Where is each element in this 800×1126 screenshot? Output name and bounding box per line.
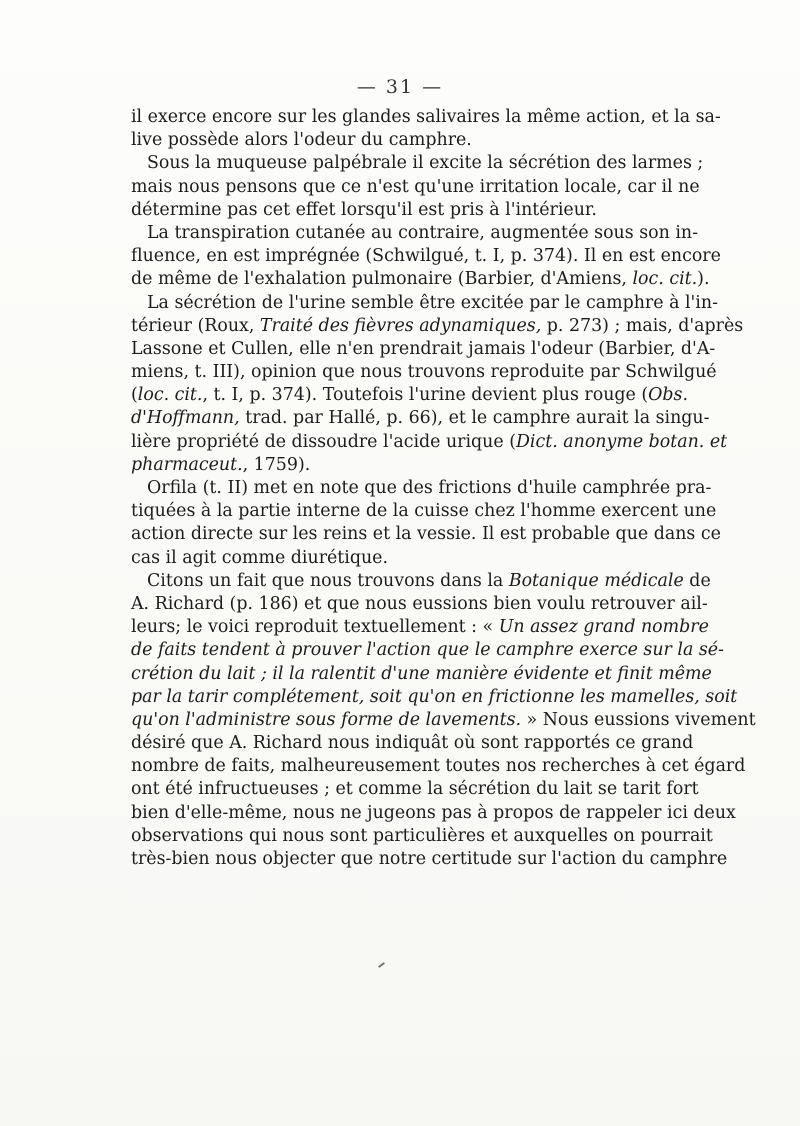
- text-line: [131, 848, 728, 871]
- text-line: [131, 199, 685, 222]
- text-line: [131, 129, 685, 152]
- text-line: [131, 709, 756, 732]
- text-line: [131, 523, 721, 546]
- text-line: [131, 176, 700, 199]
- text-run: de: [683, 570, 711, 591]
- text-line: [131, 593, 708, 616]
- text-line: [131, 431, 728, 454]
- text-line: [131, 222, 698, 245]
- text-run: cas il agit comme diurétique.: [131, 547, 389, 568]
- text-run: p. 273) ; mais, d'après: [541, 315, 744, 336]
- italic-text: Dict. anonyme botan. et: [515, 431, 728, 452]
- text-run: (: [131, 385, 138, 406]
- text-run: La transpiration cutanée au contraire, augmentée sous son in-: [147, 222, 698, 243]
- text-line: [131, 407, 710, 430]
- text-line: [131, 686, 738, 709]
- body-text: [131, 106, 756, 871]
- text-run: ).: [697, 269, 710, 290]
- text-line: [131, 384, 688, 407]
- text-run: La sécrétion de l'urine semble être excitée par le camphre à l'in-: [147, 292, 718, 313]
- text-run: mais nous pensons que ce n'est qu'une irritation locale, car il ne: [131, 176, 700, 197]
- italic-text: Botanique médicale: [508, 570, 684, 591]
- text-line: [131, 639, 724, 662]
- text-run: Lassone et Cullen, elle n'en prendrait jamais l'odeur (Barbier, d'A-: [131, 338, 716, 359]
- text-run: live possède alors l'odeur du camphre.: [131, 130, 472, 151]
- italic-text: crétion du lait ; il la ralentit d'une manière évidente et finit même: [131, 663, 712, 684]
- text-run: Sous la muqueuse palpébrale il excite la sécrétion des larmes ;: [147, 153, 704, 174]
- text-run: il exerce encore sur les glandes salivaires la même action, et la sa-: [131, 107, 721, 127]
- text-run: lière propriété de dissoudre l'acide urique (: [131, 431, 516, 452]
- text-line: [131, 477, 712, 500]
- text-line: [131, 732, 694, 755]
- text-run: de même de l'exhalation pulmonaire (Barbier, d'Amiens,: [131, 269, 633, 290]
- text-run: A. Richard (p. 186) et que nous eussions bien voulu retrouver ail-: [131, 593, 708, 614]
- text-line: [131, 802, 736, 825]
- text-line: [131, 663, 712, 686]
- text-run: action directe sur les reins et la vessie. Il est probable que dans ce: [131, 524, 721, 545]
- text-run: ont été infructueuses ; et comme la sécrétion du lait se tarit fort: [131, 779, 699, 800]
- italic-text: d'Hoffmann,: [131, 408, 240, 429]
- page-number: — 31 —: [356, 76, 444, 98]
- text-run: miens, t. III), opinion que nous trouvons reproduite par Schwilgué: [131, 362, 717, 383]
- italic-text: loc. cit.: [632, 269, 698, 290]
- text-line: [131, 778, 699, 801]
- text-line: [131, 245, 721, 268]
- text-line: [131, 268, 710, 291]
- text-run: nombre de faits, malheureusement toutes nos recherches à cet égard: [131, 756, 746, 777]
- text-line: [131, 616, 709, 639]
- text-line: [131, 755, 746, 778]
- text-run: , 1759).: [242, 454, 311, 475]
- text-line: [131, 315, 744, 338]
- italic-text: loc. cit.: [137, 385, 203, 406]
- text-line: [131, 106, 721, 129]
- italic-text: Traité des fièvres adynamiques,: [259, 315, 542, 336]
- text-line: [131, 547, 685, 570]
- text-line: [131, 454, 685, 477]
- text-line: [131, 500, 717, 523]
- text-run: détermine pas cet effet lorsqu'il est pris à l'intérieur.: [131, 199, 597, 220]
- ink-mark: [378, 962, 385, 968]
- text-run: , t. I, p. 374). Toutefois l'urine devient plus rouge (: [202, 385, 649, 406]
- text-run: bien d'elle-même, nous ne jugeons pas à propos de rappeler ici deux: [131, 802, 736, 823]
- italic-text: Un assez grand nombre: [498, 617, 709, 638]
- italic-text: Obs.: [648, 385, 688, 406]
- text-run: » Nous eussions vivement: [521, 709, 756, 730]
- text-run: térieur (Roux,: [131, 315, 260, 336]
- text-line: [131, 361, 717, 384]
- text-run: observations qui nous sont particulières et auxquelles on pourrait: [131, 825, 713, 846]
- italic-text: pharmaceut.: [131, 454, 243, 475]
- text-run: trad. par Hallé, p. 66), et le camphre aurait la singu-: [239, 408, 710, 429]
- text-line: [131, 825, 713, 848]
- text-run: Orfila (t. II) met en note que des frictions d'huile camphrée pra-: [147, 478, 712, 498]
- text-run: leurs; le voici reproduit textuellement : «: [131, 617, 499, 638]
- text-line: [131, 570, 711, 593]
- italic-text: par la tarir complétement, soit qu'on en frictionne les mamelles, soit: [131, 686, 738, 707]
- text-run: Citons un fait que nous trouvons dans la: [147, 570, 509, 591]
- text-line: [131, 152, 704, 175]
- text-run: tiquées à la partie interne de la cuisse chez l'homme exercent une: [131, 501, 717, 522]
- italic-text: de faits tendent à prouver l'action que le camphre exerce sur la sé-: [131, 640, 724, 661]
- text-run: très-bien nous objecter que notre certitude sur l'action du camphre: [131, 849, 728, 869]
- text-run: désiré que A. Richard nous indiquât où sont rapportés ce grand: [131, 733, 694, 754]
- text-run: fluence, en est imprégnée (Schwilgué, t. I, p. 374). Il en est encore: [131, 246, 721, 267]
- text-line: [131, 292, 718, 315]
- text-line: [131, 338, 716, 361]
- italic-text: qu'on l'administre sous forme de lavements.: [131, 709, 522, 730]
